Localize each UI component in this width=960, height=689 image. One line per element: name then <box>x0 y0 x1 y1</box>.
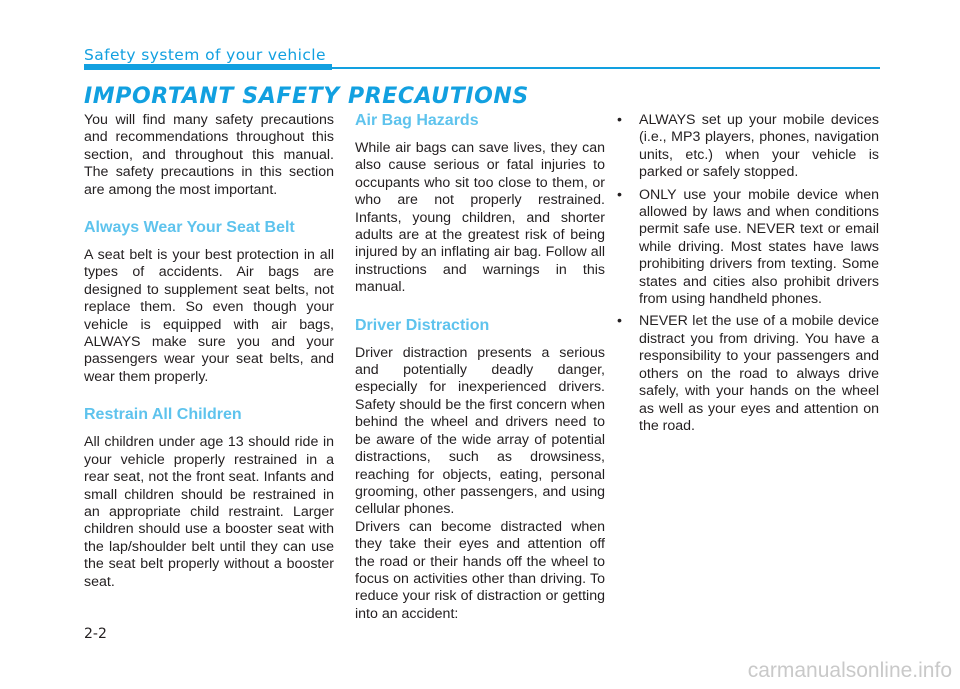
seat-belt-paragraph: A seat belt is your best protection in all types of accidents. Air bags are designed to supplement seat belts, not replace them. So even though your vehicle is equipped with air bags, ALWAYS make sure you and your passengers wear your seat belts, and wear them properly. <box>84 247 334 385</box>
air-bag-paragraph: While air bags can save lives, they can also cause serious or fatal injuries to occupants who sit too close to them, or who are not properly restrained. Infants, young children, and shorter adults are at the greatest risk of being injured by an inflating air bag. Follow all instructions and warnings in this manual. <box>355 140 605 296</box>
column-right <box>611 112 879 440</box>
bullet-icon: • <box>617 186 622 203</box>
header-rule-thin <box>332 67 880 69</box>
distraction-paragraph-1: Driver distraction presents a serious and potentially deadly danger, especially for inexperienced drivers. Safety should be the first concern when behind the wheel and drivers need to be aware of the wide array of potential distractions, such as drowsiness, reaching for objects, eating, personal grooming, other passengers, and using cellular phones. <box>355 344 605 518</box>
air-bag-heading: Air Bag Hazards <box>355 112 479 129</box>
distraction-paragraph-2: Drivers can become distracted when they take their eyes and attention off the road or their hands off the wheel to focus on activities other than driving. To reduce your risk of distraction or getting into an accident: <box>355 518 605 622</box>
column-left <box>84 112 334 591</box>
children-heading: Restrain All Children <box>84 406 242 424</box>
distraction-bullet-list <box>611 112 879 435</box>
page-title: IMPORTANT SAFETY PRECAUTIONS <box>84 84 529 109</box>
children-paragraph: All children under age 13 should ride in your vehicle properly restrained in a rear seat, not the front seat. Infants and small children should be restrained in an appropriate child restraint. Larger children should use a booster seat with the lap/shoulder belt until they can use the seat belt properly without a booster seat. <box>84 434 334 590</box>
bullet-text: ONLY use your mobile device when allowed by laws and when conditions permit safe use. NEVER text or email while driving. Most states have laws prohibiting drivers from texting. Some states and cities also prohibit drivers from using handheld phones. <box>639 186 879 308</box>
distraction-heading: Driver Distraction <box>355 316 490 334</box>
bullet-icon: • <box>617 112 622 128</box>
page-number: 2-2 <box>84 626 107 642</box>
list-item <box>611 112 879 182</box>
column-middle <box>355 112 605 623</box>
header-rule-thick <box>84 64 332 70</box>
bullet-text: NEVER let the use of a mobile device distract you from driving. You have a responsibility to your passengers and others on the road to always drive safely, with your hands on the wheel as well as your eyes and attention on the road. <box>639 313 879 434</box>
seat-belt-heading: Always Wear Your Seat Belt <box>84 219 295 237</box>
intro-paragraph: You will find many safety precautions and recommendations throughout this section, and throughout this manual. The safety precautions in this section are among the most important. <box>84 112 334 198</box>
list-item <box>611 187 879 309</box>
watermark-text: carmanualsonline.info <box>747 659 952 682</box>
section-header-label: Safety system of your vehicle <box>84 46 326 64</box>
bullet-text: ALWAYS set up your mobile devices (i.e., MP3 players, phones, navigation units, etc.) when your vehicle is parked or safely stopped. <box>639 112 879 181</box>
list-item <box>611 313 879 435</box>
bullet-icon: • <box>617 313 622 330</box>
